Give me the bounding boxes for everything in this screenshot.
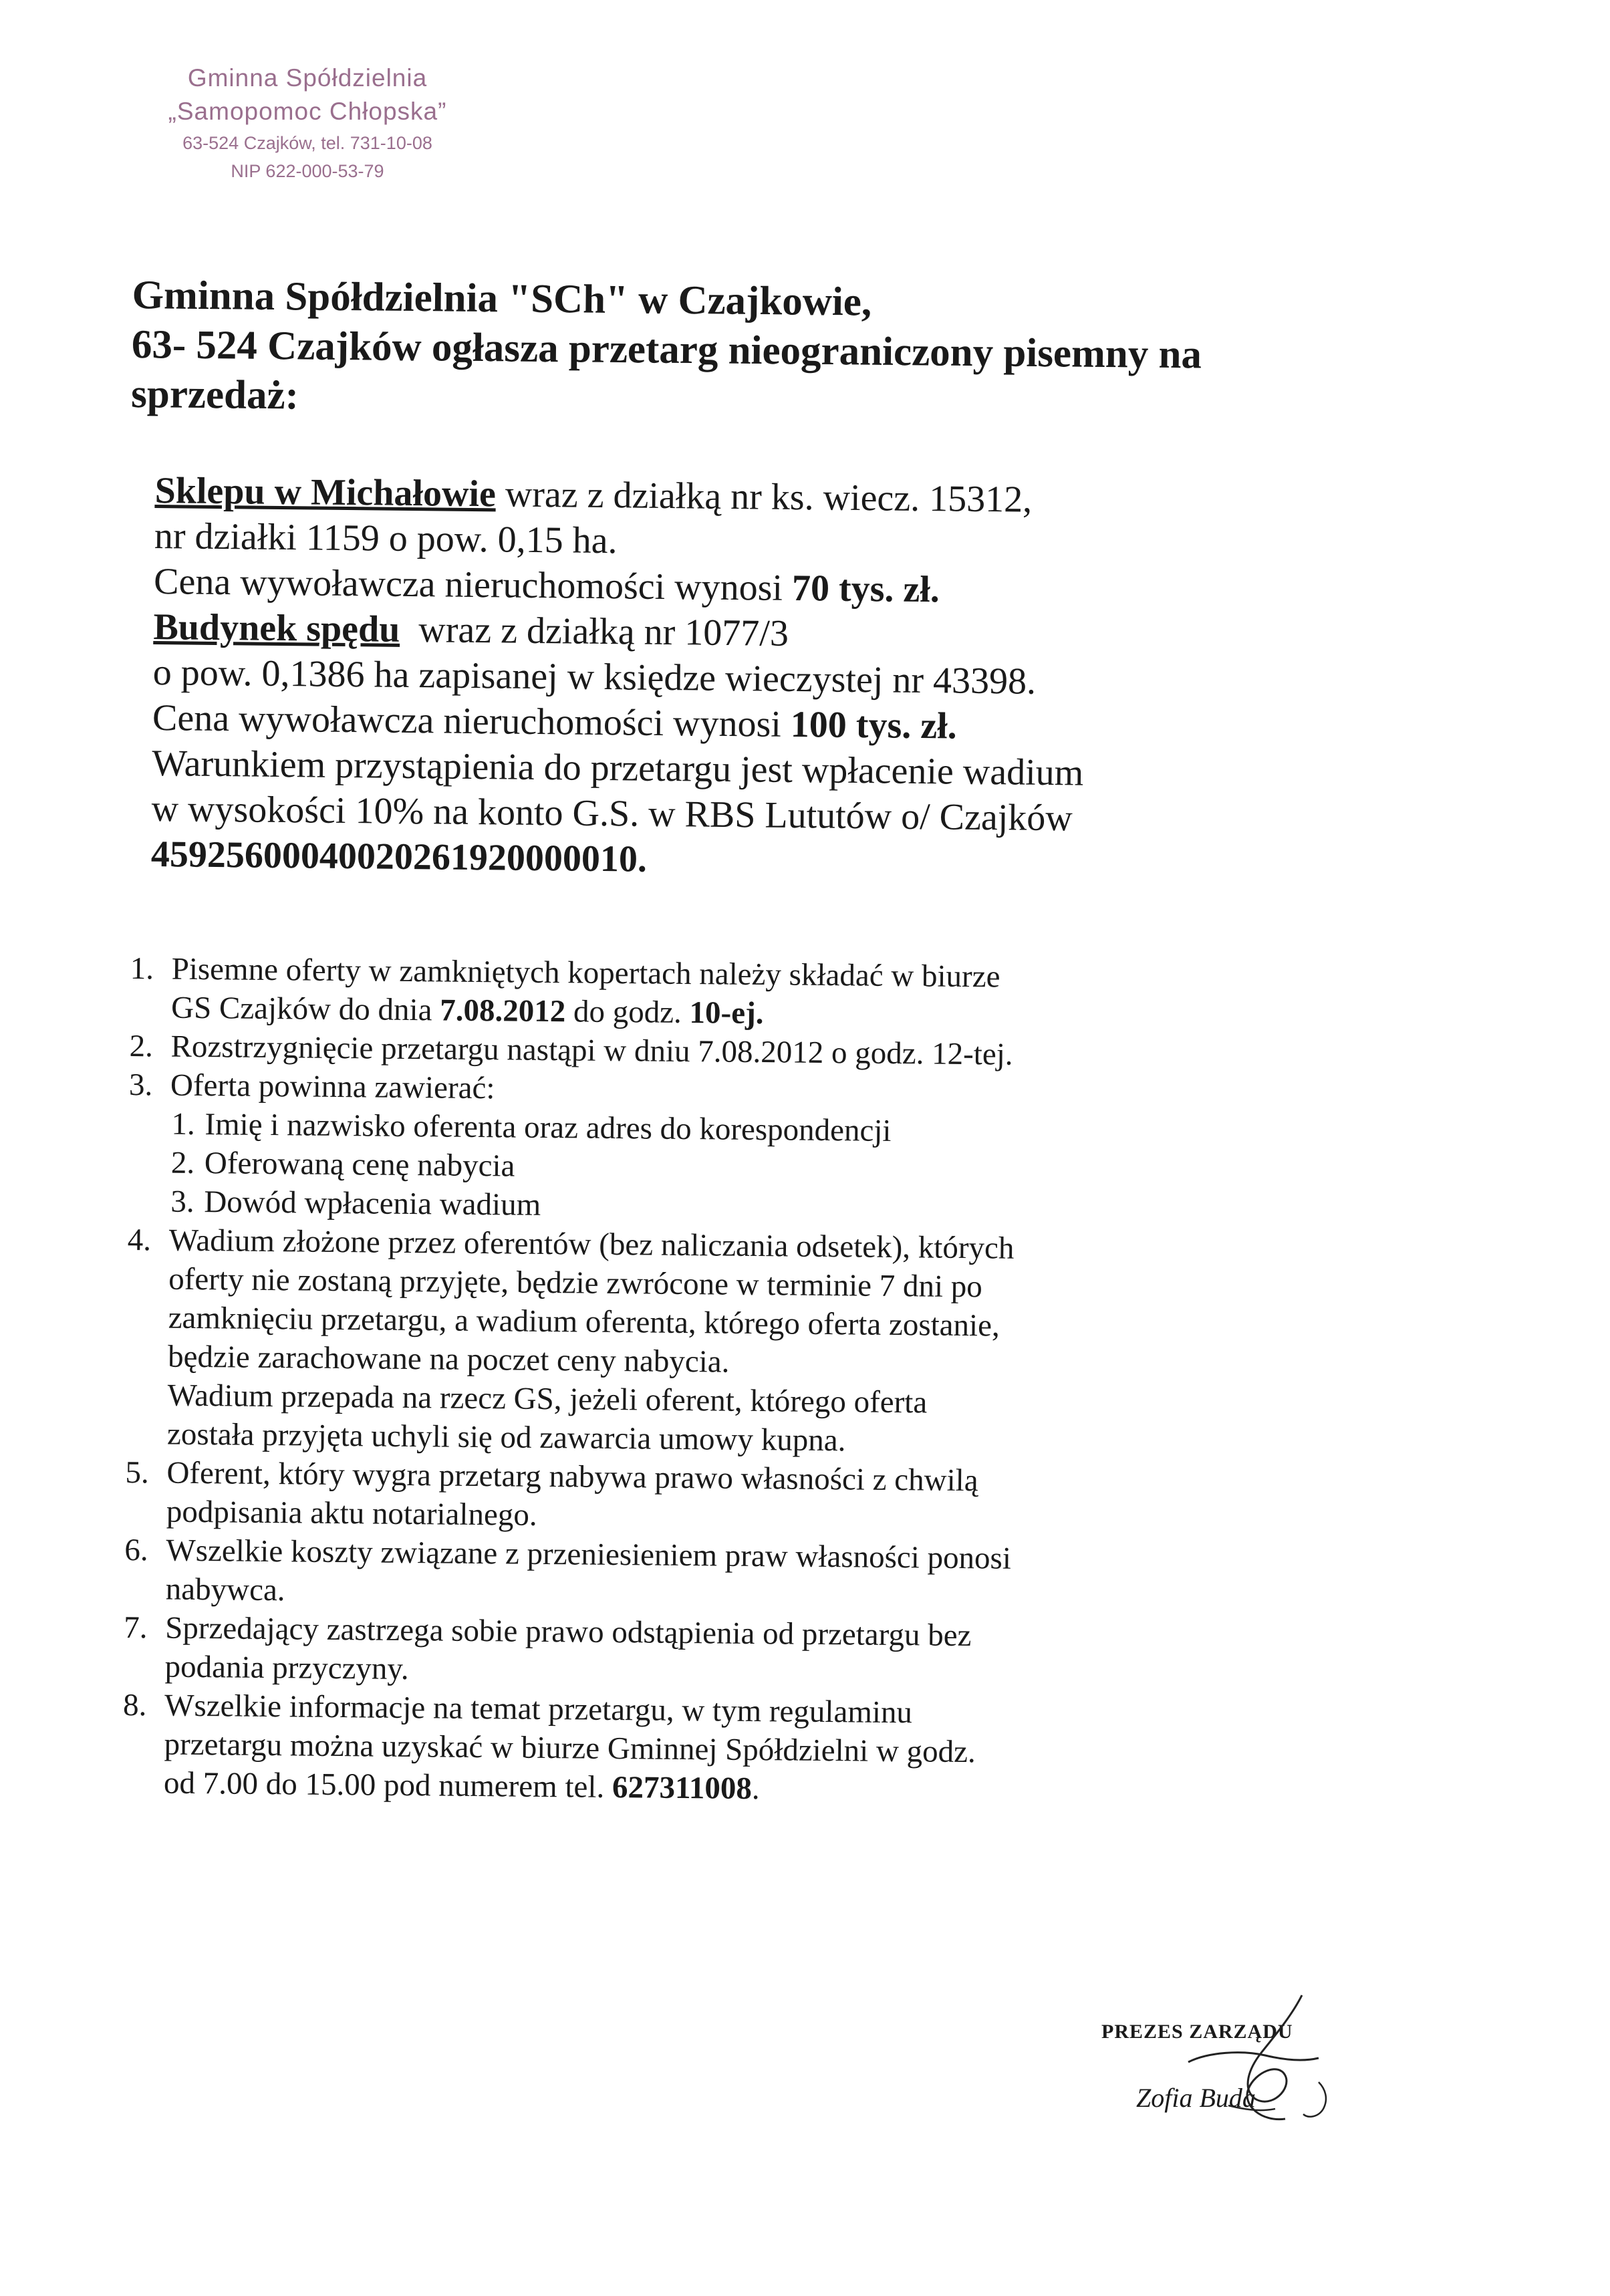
item-text: oferty nie zostaną przyjęte, będzie zwrócone w terminie 7 dni po	[168, 1261, 983, 1305]
item-text: podania przyczyny.	[164, 1649, 409, 1687]
item-text: Wadium złożone przez oferentów (bez naliczania odsetek), których	[168, 1223, 1015, 1266]
item-text: nabywca.	[165, 1571, 285, 1608]
item-text: Dowód wpłacenia wadium	[204, 1184, 541, 1223]
item-text: Wszelkie koszty związane z przeniesieniem praw własności ponosi	[166, 1533, 1012, 1576]
item-text: Pisemne oferty w zamkniętych kopertach należy składać w biurze	[171, 951, 1000, 995]
item-number: 4.	[127, 1222, 152, 1258]
item-number: 1.	[171, 1106, 195, 1142]
contact-prefix: od 7.00 do 15.00 pod numerem tel.	[163, 1765, 613, 1805]
stamp-line: NIP 622-000-53-79	[231, 161, 384, 181]
conditions-list	[122, 949, 1240, 1813]
price-prefix: Cena wywoławcza nieruchomości wynosi	[152, 696, 791, 745]
signature-title: PREZES ZARZĄDU	[1101, 2021, 1293, 2043]
phone-number: 627311008	[612, 1769, 753, 1806]
item-number: 3.	[170, 1184, 194, 1219]
item-number: 2.	[170, 1145, 195, 1180]
handwritten-signature	[1148, 1989, 1402, 2136]
item-text: Oferowaną cenę nabycia	[204, 1146, 515, 1184]
deadline-mid: do godz.	[565, 994, 690, 1031]
item-number: 1.	[130, 950, 154, 987]
item-text: Wadium przepada na rzecz GS, jeżeli oferent, którego oferta	[167, 1378, 928, 1420]
signature-name: Zofia Buda	[1136, 2083, 1256, 2113]
stamp-line: Gminna Spółdzielnia	[187, 64, 428, 92]
price-prefix: Cena wywoławcza nieruchomości wynosi	[153, 560, 793, 609]
announcement-heading	[131, 271, 1302, 430]
deadline-hour: 10-ej.	[689, 995, 764, 1031]
heading-line: sprzedaż:	[130, 371, 299, 418]
item-number: 7.	[124, 1610, 148, 1646]
list-item	[124, 1531, 1234, 1619]
shop-parcel: nr działki 1159 o pow. 0,15 ha.	[154, 515, 618, 562]
item-number: 5.	[125, 1454, 149, 1491]
item-text: Oferent, który wygra przetarg nabywa prawo własności z chwilą	[166, 1455, 978, 1499]
stamp-line: „Samopomoc Chłopska”	[168, 98, 447, 125]
building-rest: wraz z działką nr 1077/3	[400, 608, 789, 654]
list-item	[130, 949, 1240, 1037]
heading-line: Gminna Spółdzielnia "SCh" w Czajkowie,	[132, 272, 872, 325]
list-item	[126, 1221, 1237, 1464]
stamp-line: 63-524 Czajków, tel. 731-10-08	[182, 133, 432, 153]
shop-rest: wraz z działką nr ks. wiecz. 15312,	[495, 473, 1033, 521]
list-item	[125, 1453, 1235, 1541]
list-item	[128, 1065, 1238, 1231]
heading-line: 63- 524 Czajków ogłasza przetarg nieograniczony pisemny na	[131, 322, 1202, 378]
signature-block	[1101, 1989, 1409, 2136]
item-text: została przyjęta uchyli się od zawarcia umowy kupna.	[166, 1416, 846, 1458]
deposit-line: w wysokości 10% na konto G.S. w RBS Lututów o/ Czajków	[151, 787, 1073, 840]
item-text: Imię i nazwisko oferenta oraz adres do korespondencji	[205, 1107, 892, 1148]
shop-name: Sklepu w Michałowie	[154, 469, 497, 515]
item-text: Oferta powinna zawierać:	[170, 1067, 495, 1106]
list-item	[123, 1608, 1233, 1696]
item-text: będzie zarachowane na poczet ceny nabycia.	[167, 1339, 730, 1380]
building-name: Budynek spędu	[153, 606, 400, 650]
property-description	[151, 468, 1264, 888]
item-number: 3.	[128, 1067, 153, 1103]
item-text: Sprzedający zastrzega sobie prawo odstąpienia od przetargu bez	[165, 1610, 972, 1654]
contact-suffix: .	[751, 1771, 760, 1807]
item-number: 2.	[129, 1028, 154, 1064]
item-text: Wszelkie informacje na temat przetargu, w tym regulaminu	[164, 1688, 913, 1731]
item-number: 8.	[122, 1687, 147, 1723]
item-text: podpisania aktu notarialnego.	[166, 1494, 537, 1533]
building-price: 100 tys. zł.	[790, 703, 958, 747]
account-number: 45925600040020261920000010.	[150, 833, 648, 880]
sub-list	[128, 1104, 1238, 1231]
list-item	[122, 1686, 1233, 1813]
item-number: 6.	[124, 1532, 148, 1568]
company-stamp	[100, 61, 515, 184]
shop-price: 70 tys. zł.	[791, 567, 940, 611]
deposit-line: Warunkiem przystąpienia do przetargu jest wpłacenie wadium	[152, 742, 1084, 794]
deadline-prefix: GS Czajków do dnia	[170, 990, 440, 1028]
item-text: przetargu można uzyskać w biurze Gminnej Spółdzielni w godz.	[164, 1727, 976, 1770]
item-text: zamknięciu przetargu, a wadium oferenta, którego oferta zostanie,	[168, 1300, 1000, 1344]
building-parcel: o pow. 0,1386 ha zapisanej w księdze wieczystej nr 43398.	[152, 651, 1037, 703]
deadline-date: 7.08.2012	[439, 993, 566, 1029]
item-text: Rozstrzygnięcie przetargu nastąpi w dniu 7.08.2012 o godz. 12-tej.	[170, 1029, 1013, 1072]
